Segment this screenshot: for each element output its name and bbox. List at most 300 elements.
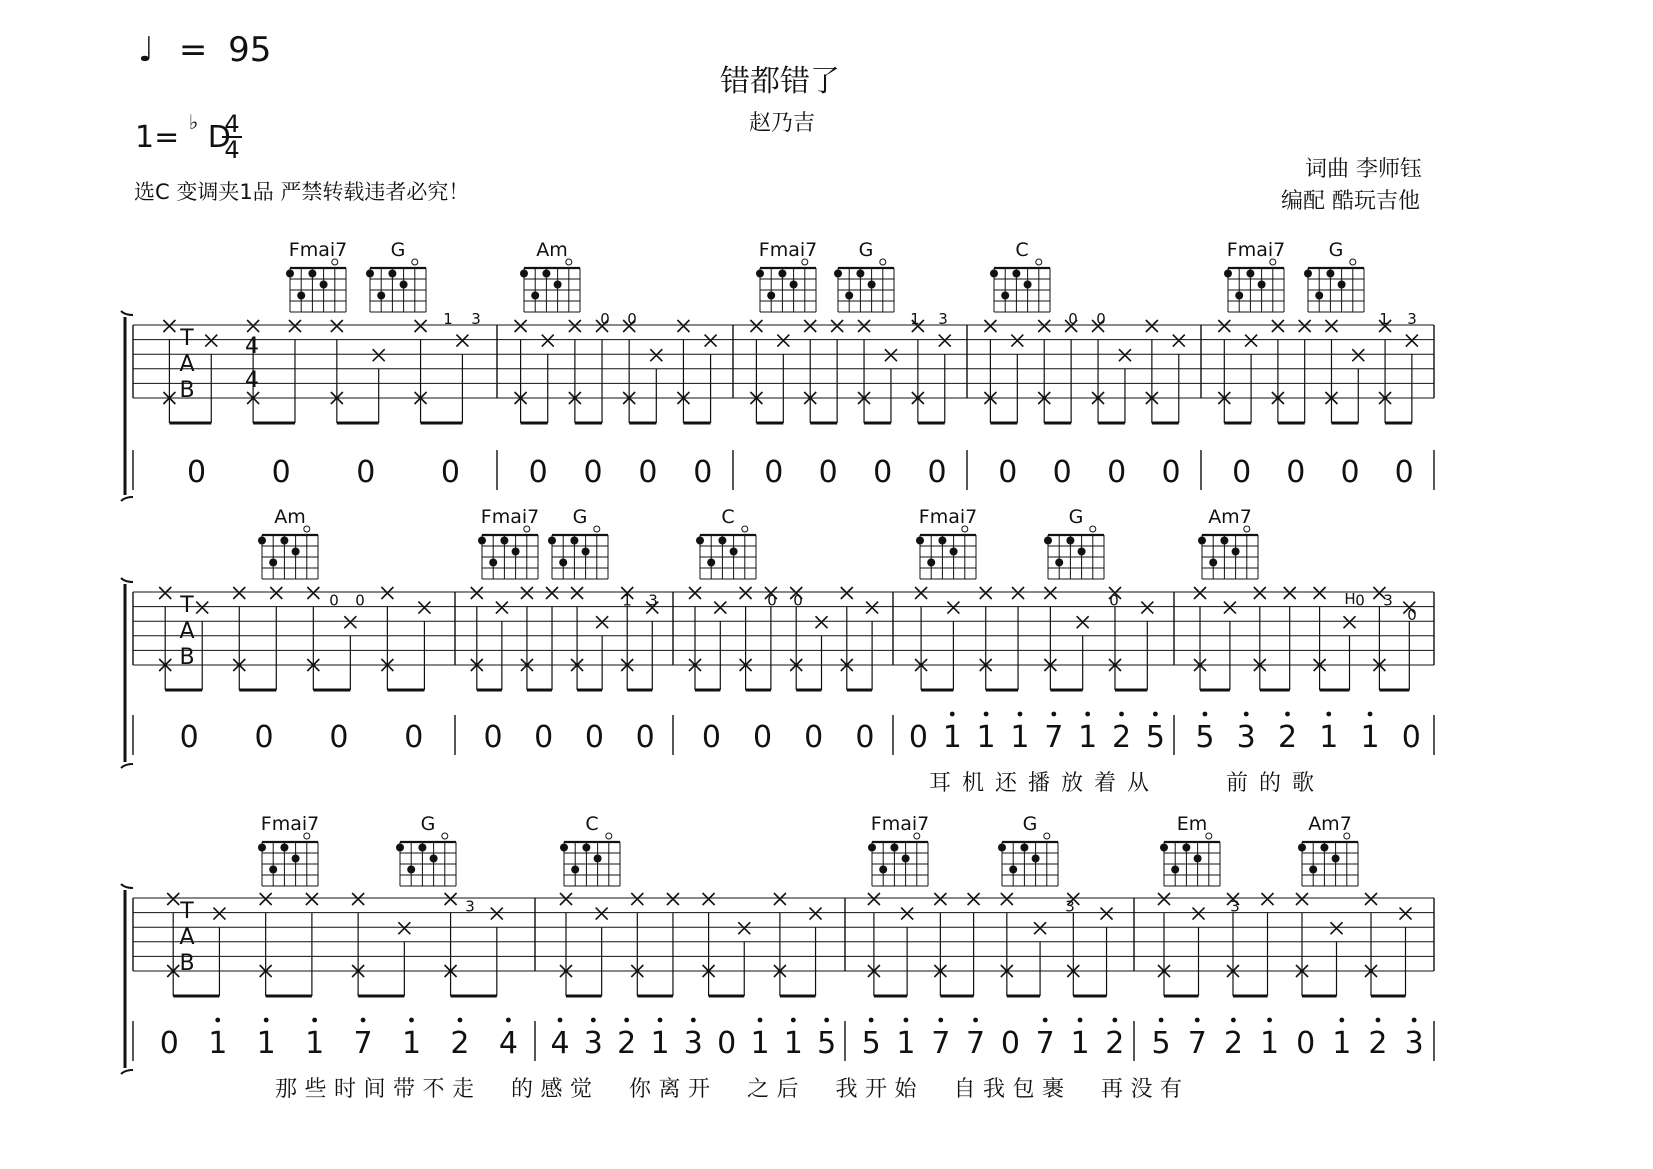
credits-lyrics: 词曲 李师钰 (1305, 157, 1422, 182)
jianpu-note: 3 (1404, 1026, 1424, 1061)
jianpu-note: 1 (896, 1026, 916, 1061)
jianpu-note: 0 (635, 720, 655, 755)
chord-name: Fmai7 (260, 813, 320, 835)
tempo-equals: = (178, 30, 208, 70)
lyric-char: 从 (1126, 771, 1150, 796)
tab-x-mark (934, 893, 946, 905)
chord-finger-dot (570, 537, 578, 545)
tab-x-mark (1012, 587, 1024, 599)
jianpu-note: 1 (401, 1026, 422, 1061)
lyric-char: 不 (422, 1077, 445, 1102)
jianpu-note: 0 (1232, 455, 1252, 490)
tab-x-mark (1262, 893, 1274, 905)
chord-finger-dot (582, 844, 590, 852)
lyric-char: 之 (746, 1077, 770, 1102)
jianpu-note: 7 (1035, 1026, 1055, 1061)
tab-x-mark (521, 587, 533, 599)
chord-name: Fmai7 (870, 813, 930, 835)
lyric-char: 开 (864, 1077, 888, 1102)
chord-finger-dot (1009, 866, 1017, 874)
key-note: D (207, 120, 231, 155)
octave-dot (1085, 712, 1090, 717)
jianpu-note: 1 (942, 720, 962, 755)
jianpu-note: 0 (329, 720, 349, 755)
chord-finger-dot (1012, 270, 1020, 278)
lyric-char: 耳 (928, 771, 952, 796)
chord-finger-dot (1309, 866, 1317, 874)
lyric-char: 你 (628, 1077, 652, 1102)
chord-finger-dot (1055, 559, 1063, 567)
chord-finger-dot (1066, 537, 1074, 545)
time-top: 4 (224, 110, 240, 138)
jianpu-note: 0 (1286, 455, 1306, 490)
lyric-char: 包 (1012, 1077, 1035, 1102)
chord-name: Em (1176, 813, 1208, 835)
lyric-char: 没 (1130, 1077, 1153, 1102)
jianpu-note: 7 (966, 1026, 986, 1061)
octave-dot (1376, 1018, 1381, 1023)
lyric-char: 歌 (1291, 771, 1315, 796)
octave-dot (1244, 712, 1249, 717)
chord-diagram (700, 535, 756, 579)
chord-name: Fmai7 (918, 506, 978, 528)
jianpu-note: 0 (701, 720, 721, 755)
chord-diagram (760, 268, 816, 312)
jianpu-note: 1 (783, 1026, 803, 1061)
jianpu-note: 0 (1296, 1026, 1316, 1061)
tab-x-mark (1044, 587, 1056, 599)
lyric-char: 自 (953, 1077, 976, 1102)
tab-x-mark (381, 587, 393, 599)
lyric-char: 的 (1258, 771, 1282, 796)
octave-dot (1153, 712, 1158, 717)
tab-x-mark (1224, 602, 1236, 614)
jianpu-note: 0 (534, 720, 554, 755)
tab-x-mark (1011, 335, 1023, 347)
chord-finger-dot (396, 844, 404, 852)
tab-x-mark (260, 893, 272, 905)
chord-finger-dot (560, 844, 568, 852)
tab-x-mark (968, 893, 980, 905)
tab-x-mark (546, 587, 558, 599)
tab-x-mark (1245, 335, 1257, 347)
song-title: 错都错了 (720, 64, 840, 99)
chord-finger-dot (1315, 292, 1323, 300)
tab-x-mark (571, 587, 583, 599)
chord-diagram (1308, 268, 1364, 312)
tab-x-mark (885, 349, 897, 361)
tab-x-mark (984, 320, 996, 332)
chord-finger-dot (1246, 270, 1254, 278)
chord-finger-dot (489, 559, 497, 567)
chord-finger-dot (730, 548, 738, 556)
open-string-icon (1350, 259, 1356, 265)
capo-note: 选C 变调夹1品 严禁转载违者必究！ (134, 180, 470, 204)
tab-fret-number: 0 (329, 591, 339, 610)
tab-x-mark (866, 602, 878, 614)
octave-dot (1051, 712, 1056, 717)
jianpu-note: 2 (1111, 720, 1132, 755)
tab-fret-number: 3 (1383, 591, 1393, 610)
chord-finger-dot (269, 866, 277, 874)
chord-diagram (552, 535, 608, 579)
jianpu-note: 2 (617, 1026, 637, 1061)
jianpu-note: 2 (1368, 1026, 1388, 1061)
tab-x-mark (777, 335, 789, 347)
jianpu-note: 5 (1145, 720, 1165, 755)
jianpu-note: 1 (1078, 720, 1098, 755)
octave-dot (1119, 712, 1124, 717)
octave-dot (1078, 1018, 1083, 1023)
chord-finger-dot (559, 559, 567, 567)
chord-finger-dot (320, 281, 328, 289)
jianpu-note: 0 (271, 455, 291, 490)
chord-finger-dot (890, 844, 898, 852)
lyric-char: 着 (1093, 771, 1117, 796)
tab-x-mark (398, 922, 410, 934)
chord-finger-dot (308, 270, 316, 278)
jianpu-note: 0 (254, 720, 274, 755)
chord-finger-dot (258, 537, 266, 545)
tab-x-mark (1158, 893, 1170, 905)
chord-finger-dot (542, 270, 550, 278)
jianpu-note: 1 (1259, 1026, 1280, 1061)
chord-name: C (1015, 239, 1029, 261)
lyric-char: 我 (982, 1077, 1006, 1102)
chord-finger-dot (418, 844, 426, 852)
lyric-char: 的 (510, 1077, 534, 1102)
chord-name: G (1068, 506, 1084, 528)
tab-fret-number: 0 (793, 591, 803, 610)
chord-finger-dot (1171, 866, 1179, 874)
open-string-icon (1044, 833, 1050, 839)
jianpu-note: 5 (1195, 720, 1215, 755)
chord-finger-dot (998, 844, 1006, 852)
credits-arrange: 编配 酷玩吉他 (1281, 189, 1420, 214)
octave-dot (1326, 712, 1331, 717)
tab-x-mark (1077, 616, 1089, 628)
jianpu-note: 0 (404, 720, 424, 755)
quarter-note-icon: ♩ (138, 30, 155, 70)
octave-dot (758, 1018, 763, 1023)
chord-finger-dot (1220, 537, 1228, 545)
tab-x-mark (1034, 922, 1046, 934)
jianpu-note: 4 (498, 1026, 518, 1061)
tab-x-mark (689, 587, 701, 599)
jianpu-note: 1 (650, 1026, 670, 1061)
tab-x-mark (677, 320, 689, 332)
octave-dot (1231, 1018, 1236, 1023)
chord-finger-dot (582, 548, 590, 556)
tab-x-mark (307, 587, 319, 599)
bracket-hook (121, 764, 133, 768)
jianpu-note: 3 (583, 1026, 603, 1061)
lyric-char: 那 (274, 1077, 298, 1102)
tab-letter: A (179, 925, 195, 950)
tab-letter: A (179, 619, 195, 644)
jianpu-note: 0 (717, 1026, 737, 1061)
jianpu-note: 5 (861, 1026, 881, 1061)
chord-diagram (370, 268, 426, 312)
tab-x-mark (445, 893, 457, 905)
jianpu-note: 2 (1277, 720, 1298, 755)
jianpu-note: 1 (976, 720, 996, 755)
jianpu-note: 0 (483, 720, 503, 755)
tab-x-mark (703, 893, 715, 905)
chord-finger-dot (879, 866, 887, 874)
octave-dot (984, 712, 989, 717)
chord-finger-dot (366, 270, 374, 278)
lyric-char: 些 (304, 1077, 327, 1102)
tab-letter: B (179, 378, 195, 403)
chord-diagram (920, 535, 976, 579)
chord-finger-dot (718, 537, 726, 545)
jianpu-note: 0 (1052, 455, 1072, 490)
chord-finger-dot (1182, 844, 1190, 852)
tab-letter: T (180, 326, 194, 351)
tab-x-mark (373, 349, 385, 361)
chord-finger-dot (916, 537, 924, 545)
tab-x-mark (667, 893, 679, 905)
tab-letter: B (179, 951, 195, 976)
chord-finger-dot (927, 559, 935, 567)
tab-fret-number: 3 (1407, 310, 1417, 328)
lyric-char: 时 (333, 1077, 357, 1102)
tab-fret-number: 3 (465, 897, 475, 916)
tab-x-mark (841, 587, 853, 599)
chord-finger-dot (478, 537, 486, 545)
open-string-icon (742, 526, 748, 532)
tab-x-mark (901, 908, 913, 920)
tab-x-mark (1141, 602, 1153, 614)
chord-name: Fmai7 (288, 239, 348, 261)
octave-dot (973, 1018, 978, 1023)
jianpu-note: 1 (1332, 1026, 1352, 1061)
tab-x-mark (542, 335, 554, 347)
tab-x-mark (496, 602, 508, 614)
octave-dot (624, 1018, 629, 1023)
octave-dot (938, 1018, 943, 1023)
chord-finger-dot (990, 270, 998, 278)
octave-dot (1159, 1018, 1164, 1023)
key-prefix: 1= (135, 120, 180, 155)
tab-x-mark (1284, 587, 1296, 599)
tab-x-mark (750, 320, 762, 332)
chord-finger-dot (868, 281, 876, 289)
chord-diagram (564, 842, 620, 886)
jianpu-note: 2 (450, 1026, 470, 1061)
octave-dot (558, 1018, 563, 1023)
chord-diagram (262, 535, 318, 579)
octave-dot (824, 1018, 829, 1023)
chord-diagram (1048, 535, 1104, 579)
chord-finger-dot (554, 281, 562, 289)
chord-name: Fmai7 (480, 506, 540, 528)
jianpu-note: 0 (186, 455, 207, 490)
tab-x-mark (650, 349, 662, 361)
jianpu-note: 0 (855, 720, 875, 755)
tab-x-mark (247, 320, 259, 332)
tab-fret-number: 3 (1065, 897, 1075, 916)
chord-finger-dot (286, 270, 294, 278)
chord-finger-dot (292, 855, 300, 863)
flat-icon: ♭ (188, 110, 199, 134)
chord-finger-dot (571, 866, 579, 874)
tab-x-mark (306, 893, 318, 905)
chord-finger-dot (707, 559, 715, 567)
tab-x-mark (1218, 320, 1230, 332)
tab-fret-number: 3 (648, 591, 658, 610)
tab-x-mark (596, 616, 608, 628)
chord-finger-dot (790, 281, 798, 289)
chord-finger-dot (1258, 281, 1266, 289)
jianpu-note: 7 (353, 1026, 373, 1061)
tab-fret-number: 1 (443, 310, 453, 328)
tab-fret-number: 0 (1355, 591, 1365, 610)
octave-dot (1195, 1018, 1200, 1023)
chord-finger-dot (1044, 537, 1052, 545)
tab-fret-number: 3 (1230, 897, 1240, 916)
tab-x-mark (471, 587, 483, 599)
open-string-icon (1090, 526, 1096, 532)
bracket-hook (121, 884, 133, 888)
chord-finger-dot (548, 537, 556, 545)
chord-finger-dot (269, 559, 277, 567)
tab-fret-number: 0 (355, 591, 365, 610)
jianpu-note: 0 (528, 455, 548, 490)
lyric-char: 再 (1100, 1077, 1124, 1102)
tab-time-bottom: 4 (245, 368, 259, 393)
tab-x-mark (947, 602, 959, 614)
chord-name: G (390, 239, 406, 261)
jianpu-note: 0 (583, 455, 603, 490)
jianpu-note: 0 (998, 455, 1018, 490)
tab-x-mark (1146, 320, 1158, 332)
octave-dot (1018, 712, 1023, 717)
bracket-hook (121, 311, 133, 315)
octave-dot (591, 1018, 596, 1023)
jianpu-note: 3 (1236, 720, 1256, 755)
chord-diagram (872, 842, 928, 886)
tab-x-mark (1038, 320, 1050, 332)
jianpu-note: 0 (179, 720, 199, 755)
chord-diagram (482, 535, 538, 579)
tab-x-mark (810, 908, 822, 920)
tab-fret-number: 0 (1407, 606, 1417, 625)
open-string-icon (412, 259, 418, 265)
lyric-char: 间 (363, 1077, 386, 1102)
tab-x-mark (705, 335, 717, 347)
chord-name: G (1328, 239, 1344, 261)
tab-x-mark (740, 587, 752, 599)
chord-finger-dot (767, 292, 775, 300)
octave-dot (658, 1018, 663, 1023)
lyric-char: 裹 (1041, 1077, 1065, 1102)
tab-x-mark (159, 587, 171, 599)
artist-name: 赵乃吉 (749, 111, 816, 136)
chord-diagram (262, 842, 318, 886)
jianpu-note: 0 (927, 455, 947, 490)
tab-x-mark (1173, 335, 1185, 347)
octave-dot (458, 1018, 463, 1023)
jianpu-note: 0 (1401, 720, 1421, 755)
tab-x-mark (1193, 908, 1205, 920)
octave-dot (409, 1018, 414, 1023)
jianpu-note: 5 (1151, 1026, 1171, 1061)
jianpu-note: 0 (1394, 455, 1414, 490)
tab-x-mark (831, 320, 843, 332)
chord-diagram (1228, 268, 1284, 312)
bracket-hook (121, 1070, 133, 1074)
tab-x-mark (868, 893, 880, 905)
jianpu-note: 0 (873, 455, 893, 490)
tab-x-mark (418, 602, 430, 614)
tab-x-mark (1119, 349, 1131, 361)
open-string-icon (594, 526, 600, 532)
tab-x-mark (163, 320, 175, 332)
tab-fret-number: 3 (471, 310, 481, 328)
lyric-char: 我 (835, 1077, 858, 1102)
lyric-char: 前 (1225, 771, 1249, 796)
tab-x-mark (1296, 893, 1308, 905)
tempo-value: 95 (228, 30, 272, 70)
tab-x-mark (816, 616, 828, 628)
chord-finger-dot (594, 855, 602, 863)
tab-x-mark (804, 320, 816, 332)
tab-x-mark (774, 893, 786, 905)
jianpu-note: 0 (638, 455, 658, 490)
chord-finger-dot (512, 548, 520, 556)
lyric-char: 感 (540, 1077, 563, 1102)
jianpu-note: 0 (1107, 455, 1127, 490)
chord-name: G (1022, 813, 1038, 835)
chord-finger-dot (1194, 855, 1202, 863)
jianpu-note: 2 (1223, 1026, 1243, 1061)
tab-x-mark (1400, 908, 1412, 920)
tab-x-mark (980, 587, 992, 599)
octave-dot (904, 1018, 909, 1023)
tab-x-mark (167, 893, 179, 905)
lyric-char: 后 (776, 1077, 799, 1102)
chord-finger-dot (1198, 537, 1206, 545)
jianpu-note: 1 (1010, 720, 1030, 755)
chord-finger-dot (297, 292, 305, 300)
chord-finger-dot (845, 292, 853, 300)
chord-name: C (721, 506, 735, 528)
tab-x-mark (939, 335, 951, 347)
lyric-char: 走 (451, 1077, 475, 1102)
chord-finger-dot (1209, 559, 1217, 567)
chord-finger-dot (1032, 855, 1040, 863)
tab-fret-number: 0 (600, 310, 610, 328)
chord-finger-dot (407, 866, 415, 874)
tab-x-mark (1299, 320, 1311, 332)
tab-x-mark (631, 893, 643, 905)
octave-dot (1112, 1018, 1117, 1023)
jianpu-note: 1 (208, 1026, 228, 1061)
tab-fret-number: 1 (622, 591, 632, 610)
jianpu-note: 1 (1360, 720, 1380, 755)
chord-finger-dot (1235, 292, 1243, 300)
tab-x-mark (270, 587, 282, 599)
jianpu-note: 1 (1070, 1026, 1090, 1061)
jianpu-note: 0 (1161, 455, 1181, 490)
jianpu-note: 0 (1340, 455, 1360, 490)
tab-letter: A (179, 352, 195, 377)
jianpu-note: 0 (752, 720, 773, 755)
chord-finger-dot (1338, 281, 1346, 289)
jianpu-note: 7 (1044, 720, 1064, 755)
